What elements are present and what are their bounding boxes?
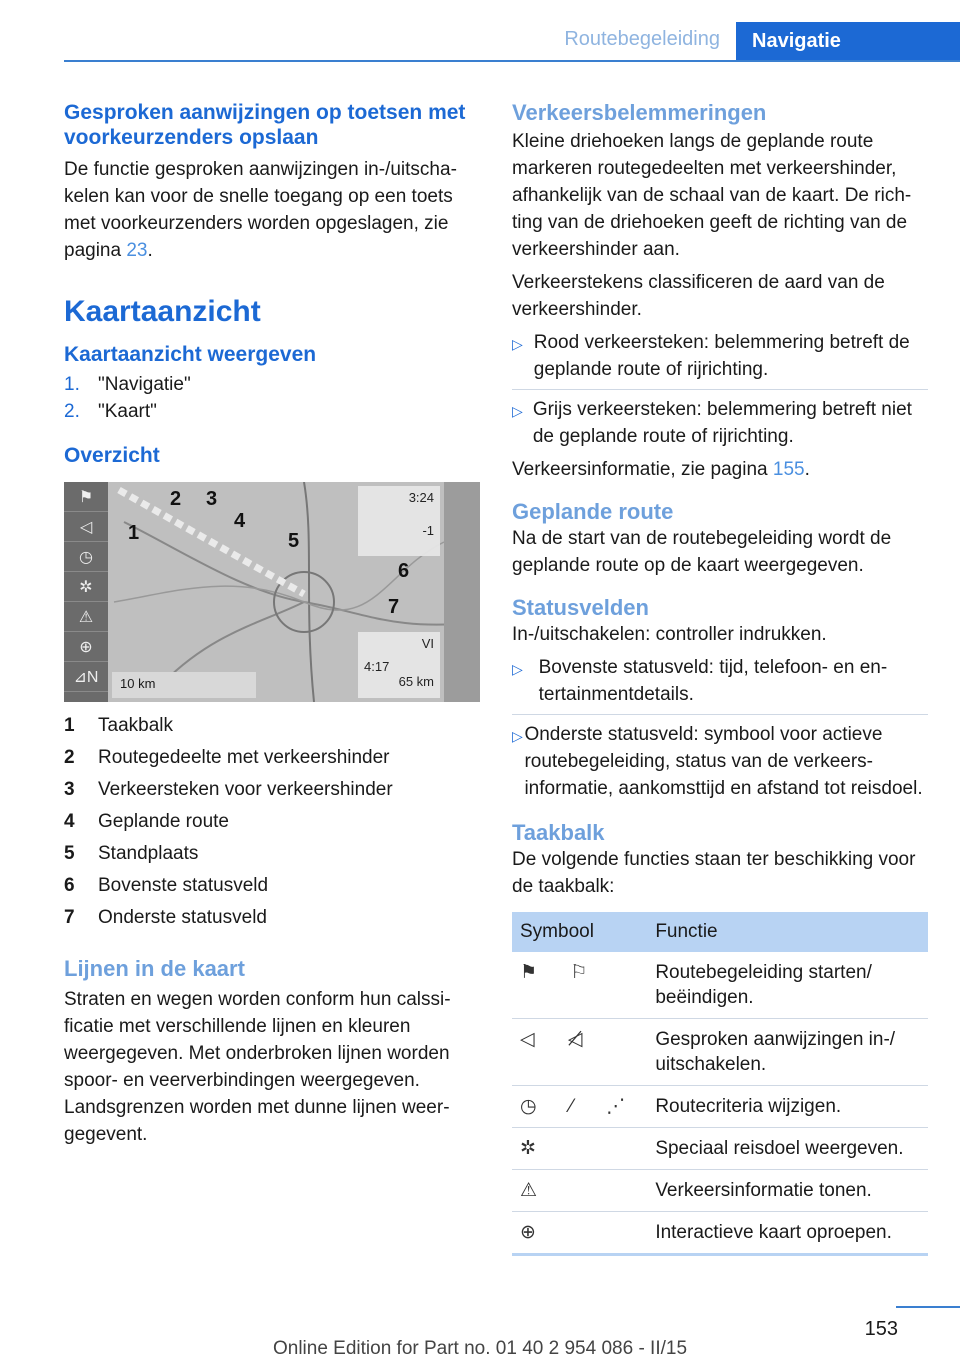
callout-4: 4: [234, 510, 246, 532]
traffic-icon: ⚠: [64, 602, 108, 632]
legend-item: 2 Routegedeelte met verkeershinder: [64, 747, 390, 768]
legend-item: 4 Geplande route: [64, 811, 229, 832]
legend-item: 1 Taakbalk: [64, 715, 173, 736]
list-item: ▷ Rood verkeersteken: belemmering betreft de geplande route of rijrichting.: [512, 329, 928, 383]
table-row: ⚑ ⚐ Routebegeleiding starten/ beëindigen.: [512, 952, 928, 1019]
callout-7: 7: [388, 596, 400, 618]
lines-text: Straten en wegen worden conform hun calssificatie met verschillende lijnen en kleuren weergegeven. Met onderbroken lijnen worden spoor- en veerverbindingen weergegeven. Landsgrenzen worden met dunne lijnen weergegevent.: [64, 989, 451, 1145]
table-row: ◁ ◁̸ Gesproken aanwijzingen in-/ uitschakelen.: [512, 1019, 928, 1086]
table-row: ◷ ⁄ ⋰ Routecriteria wijzigen.: [512, 1086, 928, 1128]
route-toggle-icon: ⚑ ⚐: [512, 952, 647, 1019]
taskbar-heading: Taakbalk: [512, 820, 605, 845]
planned-heading: Geplande route: [512, 499, 674, 524]
callout-2: 2: [170, 488, 182, 510]
status-heading: Statusvelden: [512, 595, 649, 620]
legend-item: 7 Onderste statusveld: [64, 907, 267, 928]
col-function: Functie: [647, 912, 928, 952]
traffic-heading: Verkeersbelemmeringen: [512, 100, 767, 125]
legend-item: 6 Bovenste statusveld: [64, 875, 269, 896]
planned-text: Na de start van de routebegeleiding wordt de geplande route op de kaart weergegeven.: [512, 528, 892, 576]
main-heading: Kaartaanzicht: [64, 295, 261, 328]
list-item: 1. "Navigatie": [64, 374, 191, 395]
route-icon: ⚑: [64, 482, 108, 512]
page-number-rule: [896, 1306, 960, 1308]
interactive-map-icon: ⊕: [512, 1212, 647, 1255]
legend-item: 3 Verkeersteken voor verkeershinder: [64, 779, 393, 800]
callout-1: 1: [128, 522, 140, 544]
interactive-map-icon: ⊕: [64, 632, 108, 662]
map-taskbar: [64, 482, 108, 702]
map-scale: 10 km: [112, 672, 256, 698]
legend-item: 5 Standplaats: [64, 843, 199, 864]
table-row: ⚠ Verkeersinformatie tonen.: [512, 1170, 928, 1212]
callout-5: 5: [288, 530, 300, 552]
overview-heading: Overzicht: [64, 444, 160, 467]
bullet-icon: ▷: [512, 403, 523, 419]
left-column: [64, 100, 480, 1148]
traffic-text-1: Kleine driehoeken langs de geplande route markeren routegedeelten met verkeershinder, afhankelijk van de schaal van de kaart. De richting van de driehoeken geeft de richting van de verkeershinder aan.: [512, 131, 912, 260]
function-table: [512, 912, 928, 1256]
table-row: ⊕ Interactieve kaart oproepen.: [512, 1212, 928, 1255]
route-criteria-icon: ◷ ⁄ ⋰: [512, 1086, 647, 1128]
footer: Online Edition for Part no. 01 40 2 954 086 - II/15: [272, 1338, 688, 1359]
table-header: [512, 912, 928, 952]
bullet-icon: ▷: [512, 661, 523, 677]
poi-icon: ✲: [64, 572, 108, 602]
show-heading: Kaartaanzicht weergeven: [64, 343, 317, 366]
lines-heading: Lijnen in de kaart: [64, 956, 245, 981]
col-symbol: Symbool: [512, 912, 647, 952]
callout-6: 6: [398, 560, 410, 582]
header-tab: Navigatie: [736, 22, 960, 62]
voice-heading: Gesproken aanwijzingen op toetsen met voorkeurzenders opslaan: [64, 101, 466, 149]
traffic-page-link[interactable]: 155: [772, 459, 805, 480]
list-item: ▷ Bovenste statusveld: tijd, telefoon- en entertainmentdetails.: [512, 654, 928, 708]
map-status-top: 3:24 -1: [358, 486, 440, 556]
list-item: ▷ Onderste statusveld: symbool voor actieve routebegeleiding, status van de verkeersinformatie, aankomsttijd en afstand tot reisdoel.: [512, 721, 928, 802]
list-item: ▷ Grijs verkeersteken: belemmering betreft niet de geplande route of rijrichting.: [512, 396, 928, 450]
map-overview-image: [64, 482, 480, 702]
list-item: 2. "Kaart": [64, 401, 157, 422]
traffic-info: Verkeersinformatie, zie pagina 155.: [512, 459, 810, 480]
header-section: Routebegeleiding: [564, 28, 720, 50]
bullet-icon: ▷: [512, 336, 523, 352]
traffic-text-2: Verkeerstekens classificeren de aard van de verkeershinder.: [512, 272, 885, 320]
north-icon: ⊿N: [64, 662, 108, 692]
page-number: 153: [864, 1318, 898, 1340]
voice-text: De functie gesproken aanwijzingen in-/uitschakelen kan voor de snelle toegang op een toets met voorkeurzenders worden opgeslagen, zie pagina 23.: [64, 159, 457, 261]
status-text: In-/uitschakelen: controller indrukken.: [512, 624, 827, 645]
bullet-icon: ▷: [512, 728, 523, 744]
header-rule: [64, 60, 960, 62]
voice-icon: ◁: [64, 512, 108, 542]
criteria-icon: ◷: [64, 542, 108, 572]
voice-page-link[interactable]: 23: [126, 240, 148, 261]
special-destination-icon: ✲: [512, 1128, 647, 1170]
voice-toggle-icon: ◁ ◁̸: [512, 1019, 647, 1086]
traffic-warning-icon: ⚠: [512, 1170, 647, 1212]
callout-3: 3: [206, 488, 218, 510]
taskbar-text: De volgende functies staan ter beschikking voor de taakbalk:: [512, 849, 916, 897]
map-status-bottom: VI 4:17 65 km: [358, 632, 440, 698]
map-legend: [64, 710, 480, 934]
table-row: ✲ Speciaal reisdoel weergeven.: [512, 1128, 928, 1170]
right-column: [512, 100, 928, 1256]
steps-list: [64, 371, 480, 425]
map-frame: [444, 482, 480, 702]
